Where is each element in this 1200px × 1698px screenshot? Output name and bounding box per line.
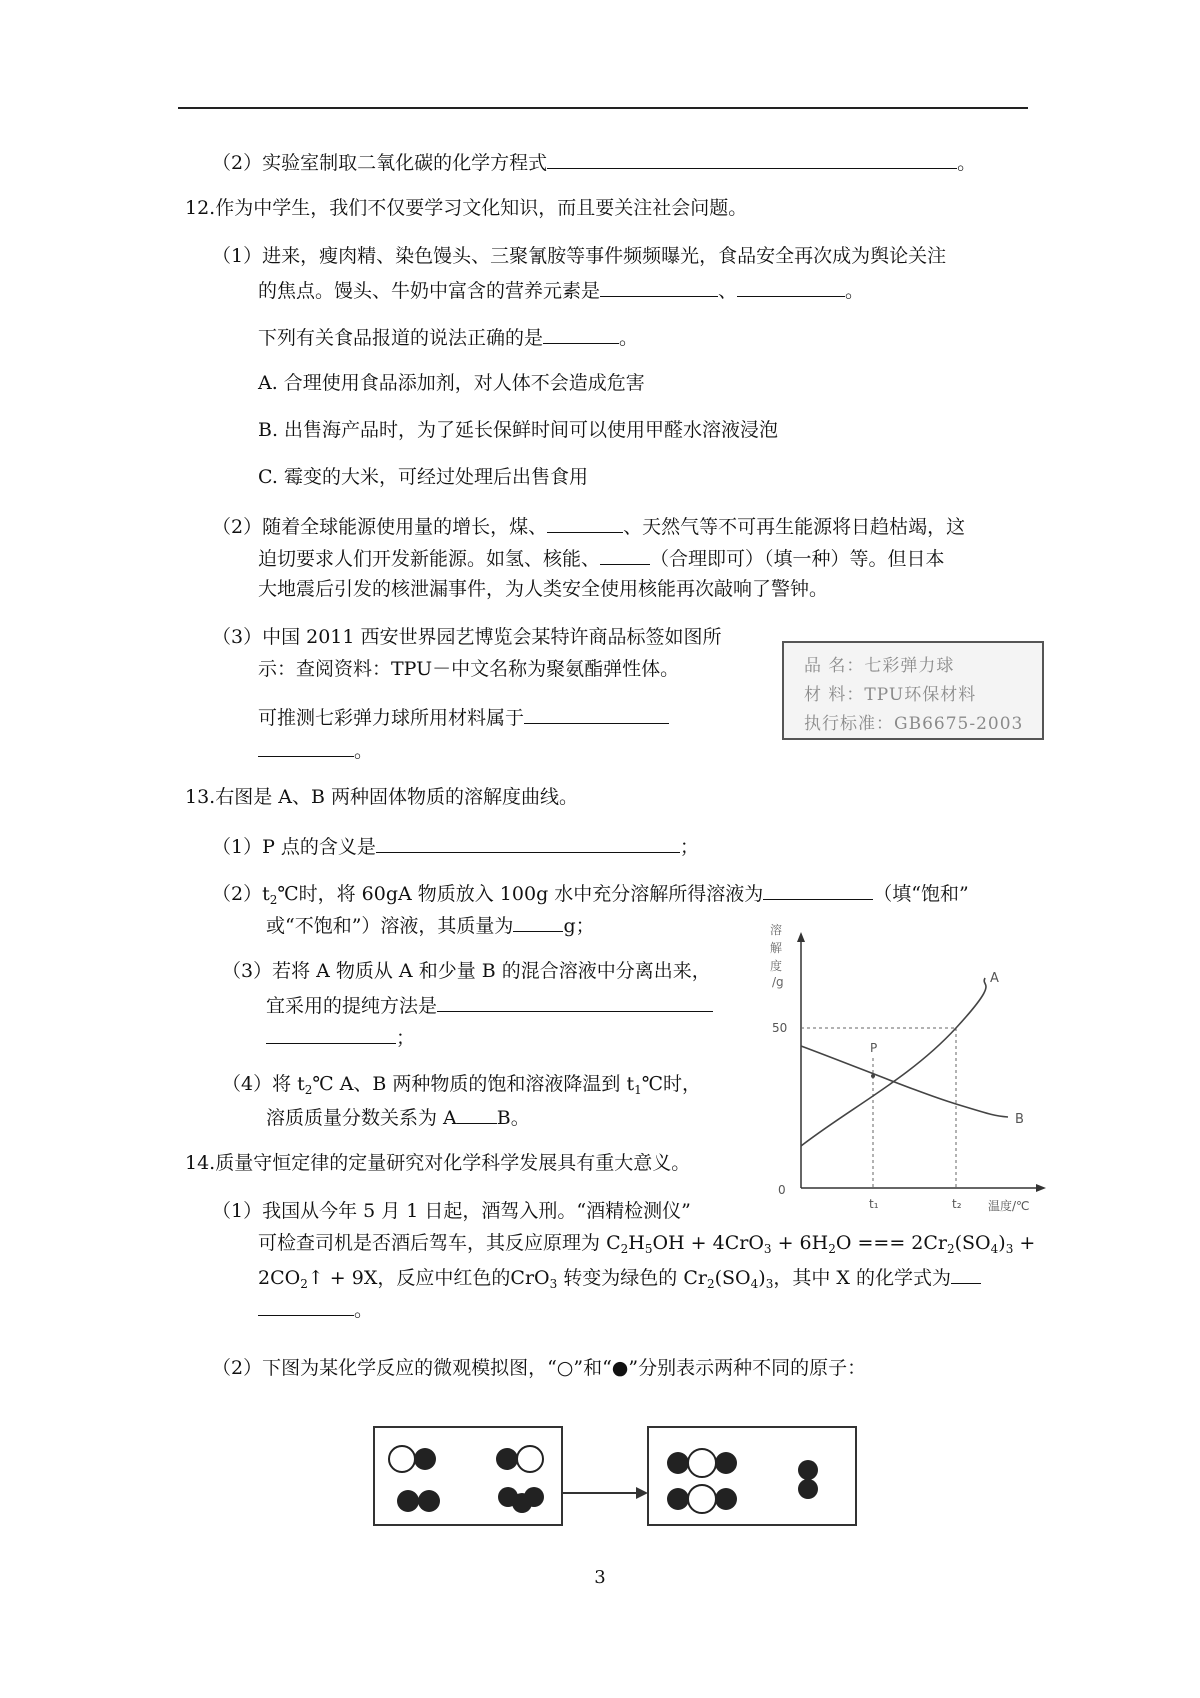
y-tick-50: 50 [772, 1021, 788, 1035]
q14-p1-line2 [258, 1228, 1035, 1258]
black-atom [418, 1490, 440, 1512]
q12-p2-line1-text: （2）随着全球能源使用量的增长，煤、 [212, 516, 548, 538]
q12-p3-line3-text: 可推测七彩弹力球所用材料属于 [258, 707, 525, 729]
q14-text-c: 转变为绿色的 [563, 1267, 678, 1289]
q14-p1-line4 [258, 1293, 373, 1325]
q13-p3-line2-text: 宜采用的提纯方法是 [266, 995, 438, 1017]
answer-blank[interactable] [524, 701, 669, 724]
black-atom [667, 1488, 689, 1510]
products-box [648, 1427, 856, 1525]
q12-p1-line2 [258, 274, 864, 306]
answer-blank[interactable] [437, 989, 713, 1012]
q13-p1 [212, 830, 699, 862]
q12-p1-line1: （1）进来，瘦肉精、染色馒头、三聚氰胺等事件频频曝光，食品安全再次成为舆论关注 [212, 245, 947, 267]
q12-option-a: A. 合理使用食品添加剂，对人体不会造成危害 [258, 372, 645, 394]
black-atom [715, 1452, 737, 1474]
q12-option-b: B. 出售海产品时，为了延长保鲜时间可以使用甲醛水溶液浸泡 [258, 419, 779, 441]
q12-p3-line4 [258, 734, 373, 766]
equation-rhs: $2CO_2↑ + 9X$ [258, 1267, 378, 1291]
semicolon: ； [396, 1027, 416, 1049]
q11-part2 [212, 146, 976, 178]
black-atom [397, 1490, 419, 1512]
label-row-standard: 执行标准：GB6675-2003 [804, 714, 1024, 734]
x-axis-arrow [1036, 1184, 1046, 1192]
answer-blank[interactable] [547, 146, 957, 169]
q13-p2-text-c: （填“饱和” [873, 883, 969, 905]
y-axis-label: 溶解度/g [770, 923, 784, 989]
period: 。 [845, 280, 865, 302]
x-axis-label: 温度/℃ [988, 1199, 1030, 1213]
answer-blank[interactable] [737, 274, 845, 297]
black-atom [414, 1448, 436, 1470]
micro-reaction-figure [372, 1425, 1032, 1529]
black-atom [496, 1448, 518, 1470]
answer-blank[interactable] [258, 734, 354, 757]
white-atom [688, 1449, 716, 1477]
curve-a [801, 978, 986, 1146]
q12-p2-line2 [258, 542, 945, 574]
q13-p2-text-b: ℃时，将 60gA 物质放入 100g 水中充分溶解所得溶液为 [277, 883, 764, 905]
label-row-name: 品 名：七彩弹力球 [804, 656, 955, 676]
q13-p4-line1 [222, 1069, 701, 1099]
formula-cro3: CrO$_3$ [510, 1267, 558, 1291]
curve-a-label: A [990, 971, 999, 986]
semicolon: ； [679, 836, 699, 858]
point-p-label: P [870, 1041, 878, 1055]
q14-stem: 14.质量守恒定律的定量研究对化学科学发展具有重大意义。 [185, 1152, 691, 1174]
q12-p3-line2: 示：查阅资料：TPU－中文名称为聚氨酯弹性体。 [258, 658, 680, 680]
q13-p2-line2-text: 或“不饱和”）溶液，其质量为 [266, 915, 514, 937]
answer-blank[interactable] [951, 1261, 981, 1284]
q13-p3-line2 [266, 989, 713, 1021]
curve-b [801, 1046, 1008, 1117]
origin-label: 0 [778, 1183, 786, 1197]
white-atom [517, 1446, 543, 1472]
reaction-arrow-head [636, 1487, 648, 1499]
answer-blank[interactable] [547, 510, 623, 533]
white-atom [688, 1485, 716, 1513]
q13-p1-text: （1）P 点的含义是 [212, 836, 376, 858]
q14-p1-line2-text: 可检查司机是否酒后驾车，其反应原理为 [258, 1232, 601, 1254]
q12-p2-line2-text: 迫切要求人们开发新能源。如氢、核能、 [258, 548, 601, 570]
black-atom [798, 1479, 818, 1499]
answer-blank[interactable] [600, 274, 718, 297]
q13-p3-line3 [266, 1021, 415, 1053]
equation-lhs: $C_2H_5OH + 4CrO_3 + 6H_2O$ === $2Cr_2(SO_4)_3$ + [606, 1232, 1036, 1256]
black-atom [524, 1487, 544, 1507]
subscript: 2 [269, 893, 278, 907]
q12-p2-line1 [212, 510, 965, 542]
q13-p2-line1 [212, 877, 969, 909]
white-atom [389, 1446, 415, 1472]
period: 。 [354, 740, 374, 762]
black-atom [715, 1488, 737, 1510]
black-atom [798, 1460, 818, 1480]
q11-end: 。 [957, 152, 977, 174]
answer-blank[interactable] [600, 542, 650, 565]
curve-b-label: B [1015, 1112, 1024, 1127]
q13-p4-text-a: （4）将 t [222, 1073, 305, 1095]
period: 。 [354, 1299, 374, 1321]
q12-p2-line2-text-b: （合理即可）（填一种）等。但日本 [650, 548, 945, 570]
q12-p2-line3: 大地震后引发的核泄漏事件，为人类安全使用核能再次敲响了警钟。 [258, 578, 829, 600]
q14-text-b: ，反应中红色的 [377, 1267, 511, 1289]
q12-p3-line1: （3）中国 2011 西安世界园艺博览会某特许商品标签如图所 [212, 626, 722, 648]
x-tick-t1: t₁ [869, 1197, 879, 1211]
y-axis-arrow [797, 932, 805, 942]
q13-p2-text-a: （2）t [212, 883, 270, 905]
unit: g； [563, 915, 595, 937]
q13-p4-line2 [266, 1101, 530, 1133]
header-rule [178, 107, 1028, 109]
answer-blank[interactable] [266, 1021, 396, 1044]
subscript: 1 [634, 1083, 642, 1097]
q14-p1-line3 [258, 1261, 981, 1293]
answer-blank[interactable] [543, 321, 619, 344]
x-tick-t2: t₂ [952, 1197, 962, 1211]
q13-p4-text-c: ℃时， [641, 1073, 702, 1095]
answer-blank[interactable] [457, 1101, 497, 1124]
period: 。 [619, 327, 639, 349]
q13-p4-text-b: ℃ A、B 两种物质的饱和溶液降温到 t [312, 1073, 635, 1095]
q13-p4-line2-text: 溶质质量分数关系为 A [266, 1107, 457, 1129]
q11-part2-text: （2）实验室制取二氧化碳的化学方程式 [212, 152, 548, 174]
black-atom [667, 1452, 689, 1474]
q14-p1-line1: （1）我国从今年 5 月 1 日起，酒驾入刑。“酒精检测仪” [212, 1200, 691, 1222]
q14-p2: （2）下图为某化学反应的微观模拟图，“○”和“●”分别表示两种不同的原子： [212, 1357, 867, 1379]
q13-stem: 13.右图是 A、B 两种固体物质的溶解度曲线。 [185, 786, 578, 808]
q12-p3-line3 [258, 701, 669, 733]
answer-blank[interactable] [513, 909, 563, 932]
answer-blank[interactable] [763, 877, 873, 900]
product-label-image [782, 641, 1044, 740]
solubility-curve-figure [760, 918, 1050, 1216]
point-p [871, 1074, 875, 1078]
q13-p3-line1: （3）若将 A 物质从 A 和少量 B 的混合溶液中分离出来， [222, 960, 711, 982]
formula-cr2so43: $Cr_2(SO_4)_3$ [677, 1267, 774, 1291]
q12-option-c: C. 霉变的大米，可经过处理后出售食用 [258, 466, 588, 488]
answer-blank[interactable] [376, 830, 680, 853]
q12-p1-line2-text: 的焦点。馒头、牛奶中富含的营养元素是 [258, 280, 601, 302]
q14-text-d: ，其中 X 的化学式为 [773, 1267, 951, 1289]
q13-p4-line2-text-b: B。 [496, 1107, 530, 1129]
q12-stem: 12.作为中学生，我们不仅要学习文化知识，而且要关注社会问题。 [185, 197, 748, 219]
q13-p2-line2 [266, 909, 595, 941]
label-row-material: 材 料：TPU环保材料 [804, 685, 977, 705]
q12-p2-line1-text-b: 、天然气等不可再生能源将日趋枯竭，这 [623, 516, 966, 538]
q12-p1-question-text: 下列有关食品报道的说法正确的是 [258, 327, 544, 349]
q12-p1-question [258, 321, 638, 353]
subscript: 2 [304, 1083, 313, 1097]
page-number: 3 [594, 1567, 606, 1588]
answer-blank[interactable] [258, 1293, 354, 1316]
comma: 、 [718, 280, 738, 302]
